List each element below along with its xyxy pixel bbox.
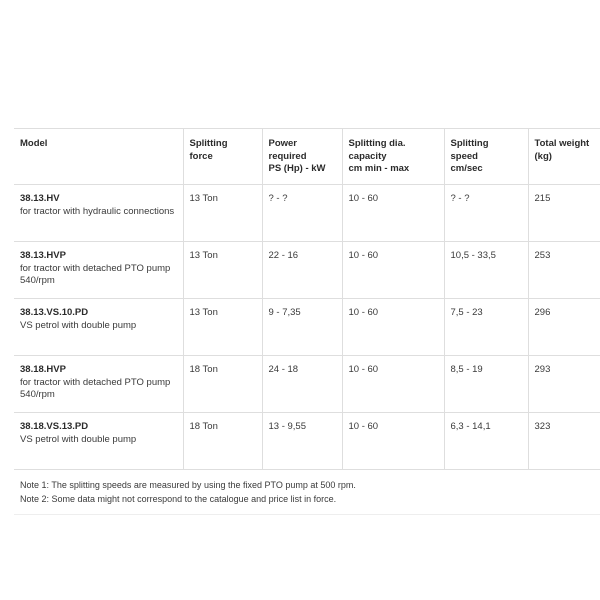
- capacity-cell: 10 - 60: [342, 356, 444, 413]
- weight-cell: 293: [528, 356, 600, 413]
- splitting-force-cell: 13 Ton: [183, 185, 262, 242]
- speed-cell: 10,5 - 33,5: [444, 242, 528, 299]
- notes-divider: [14, 514, 600, 515]
- weight-cell: 323: [528, 413, 600, 470]
- splitting-force-cell: 18 Ton: [183, 413, 262, 470]
- table-row: [14, 413, 600, 470]
- capacity-cell: 10 - 60: [342, 413, 444, 470]
- power-cell: 24 - 18: [262, 356, 342, 413]
- speed-cell: 8,5 - 19: [444, 356, 528, 413]
- model-description: for tractor with detached PTO pump 540/rpm: [20, 376, 171, 400]
- table-row: [14, 356, 600, 413]
- header-splitting-capacity: Splitting dia. capacity cm min - max: [342, 129, 444, 185]
- model-code: 38.13.VS.10.PD: [20, 307, 89, 318]
- table-header-row: [14, 129, 600, 185]
- model-code: 38.13.HVP: [20, 250, 66, 261]
- splitting-force-cell: 18 Ton: [183, 356, 262, 413]
- model-cell: [14, 299, 183, 356]
- model-description: VS petrol with double pump: [20, 433, 137, 445]
- power-cell: ? - ?: [262, 185, 342, 242]
- weight-cell: 215: [528, 185, 600, 242]
- model-description: VS petrol with double pump: [20, 319, 137, 331]
- table-row: [14, 299, 600, 356]
- speed-cell: 7,5 - 23: [444, 299, 528, 356]
- splitting-force-cell: 13 Ton: [183, 242, 262, 299]
- model-code: 38.18.VS.13.PD: [20, 421, 89, 432]
- power-cell: 9 - 7,35: [262, 299, 342, 356]
- capacity-cell: 10 - 60: [342, 242, 444, 299]
- header-power-required: Power required PS (Hp) - kW: [262, 129, 342, 185]
- model-code: 38.13.HV: [20, 193, 60, 204]
- speed-cell: ? - ?: [444, 185, 528, 242]
- model-cell: [14, 185, 183, 242]
- power-cell: 22 - 16: [262, 242, 342, 299]
- table-row: [14, 242, 600, 299]
- model-cell: [14, 356, 183, 413]
- header-splitting-speed: Splitting speed cm/sec: [444, 129, 528, 185]
- capacity-cell: 10 - 60: [342, 299, 444, 356]
- note-1: Note 1: The splitting speeds are measured by using the fixed PTO pump at 500 rpm.: [20, 480, 356, 490]
- splitting-force-cell: 13 Ton: [183, 299, 262, 356]
- specs-table: [14, 128, 600, 469]
- note-2: Note 2: Some data might not correspond to the catalogue and price list in force.: [20, 494, 337, 504]
- model-description: for tractor with hydraulic connections: [20, 205, 175, 217]
- header-total-weight: Total weight (kg): [528, 129, 600, 185]
- header-splitting-force: Splitting force: [183, 129, 262, 185]
- model-cell: [14, 413, 183, 470]
- power-cell: 13 - 9,55: [262, 413, 342, 470]
- speed-cell: 6,3 - 14,1: [444, 413, 528, 470]
- weight-cell: 253: [528, 242, 600, 299]
- table-row: [14, 185, 600, 242]
- weight-cell: 296: [528, 299, 600, 356]
- model-code: 38.18.HVP: [20, 364, 66, 375]
- model-cell: [14, 242, 183, 299]
- header-model: Model: [14, 129, 183, 185]
- table-notes: [14, 469, 600, 514]
- specs-table-container: [14, 128, 600, 515]
- model-description: for tractor with detached PTO pump 540/rpm: [20, 262, 171, 286]
- capacity-cell: 10 - 60: [342, 185, 444, 242]
